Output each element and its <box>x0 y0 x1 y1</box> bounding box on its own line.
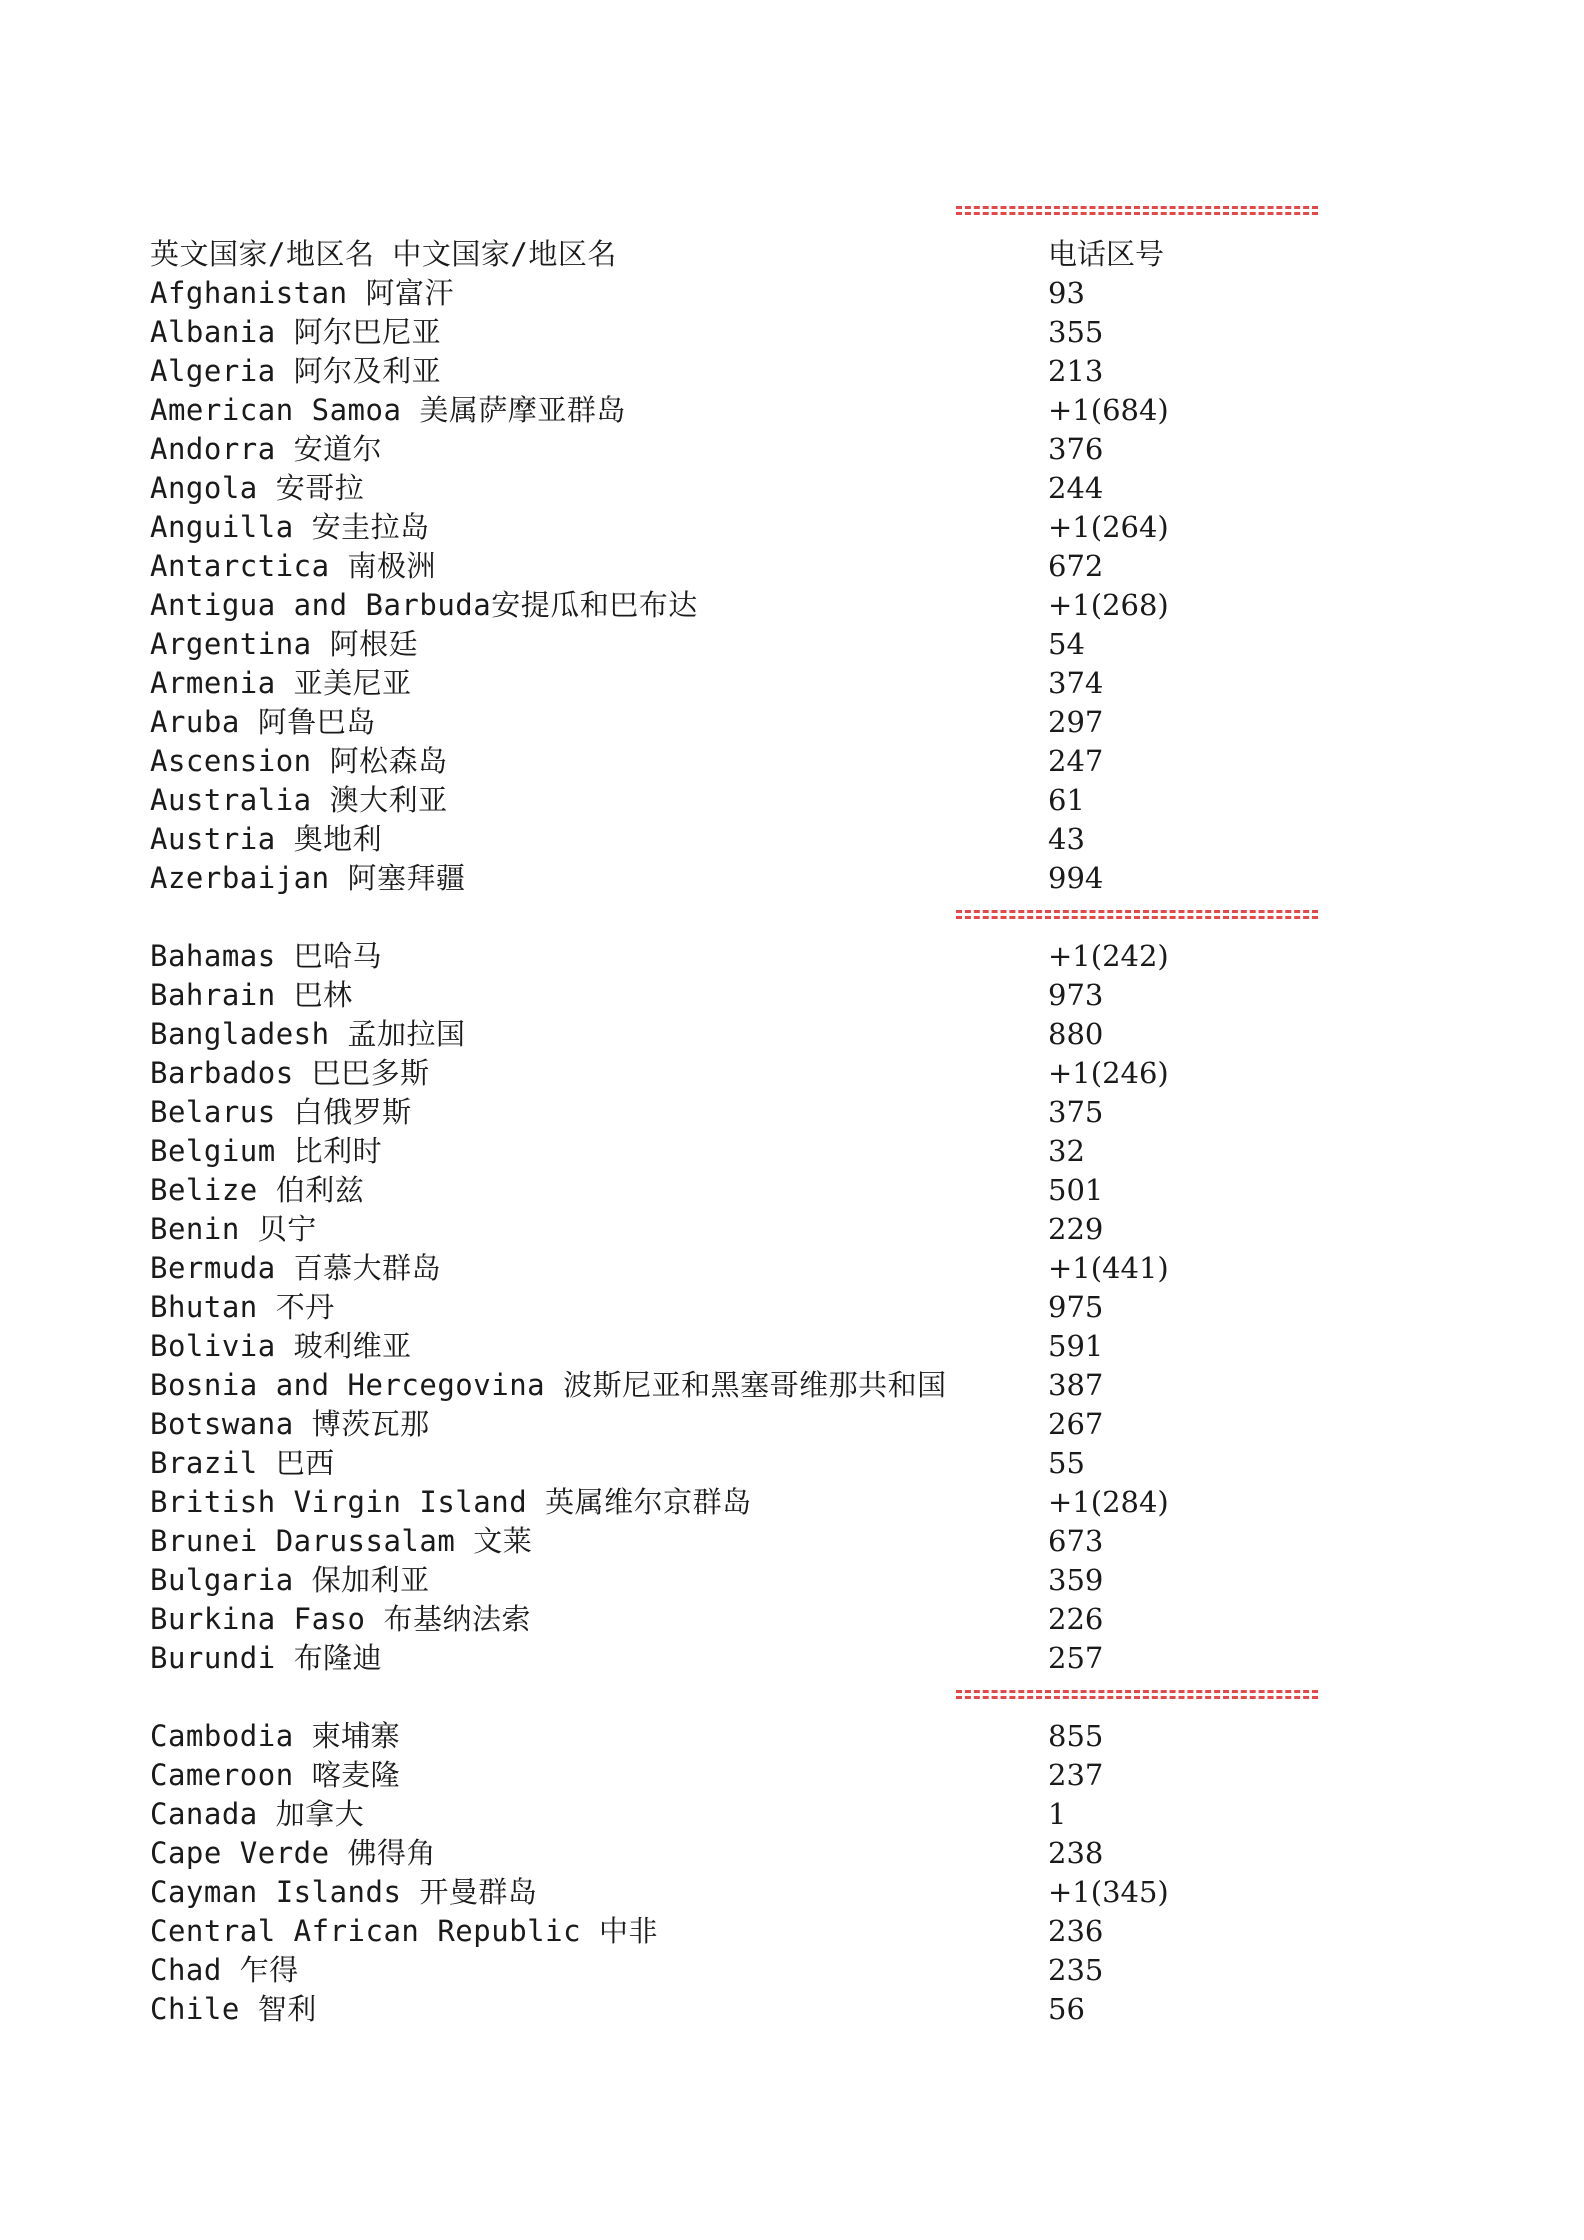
country-name: Bhutan 不丹 <box>150 1290 335 1324</box>
table-row <box>150 1171 1250 1210</box>
table-row <box>150 586 1250 625</box>
country-name: Ascension 阿松森岛 <box>150 744 448 778</box>
dial-code: 257 <box>1048 1641 1104 1675</box>
table-row <box>150 391 1250 430</box>
dial-code: 387 <box>1048 1368 1104 1402</box>
dial-code: 359 <box>1048 1563 1104 1597</box>
dial-code: 376 <box>1048 432 1104 466</box>
country-name: Canada 加拿大 <box>150 1797 365 1831</box>
country-name: Cambodia 柬埔寨 <box>150 1719 401 1753</box>
country-name: Burundi 布隆迪 <box>150 1641 383 1675</box>
dial-code: +1(268) <box>1048 588 1169 622</box>
table-row <box>150 1717 1250 1756</box>
dial-code: 880 <box>1048 1017 1104 1051</box>
dial-code: 238 <box>1048 1836 1104 1870</box>
dial-code: 375 <box>1048 1095 1104 1129</box>
dial-code: 229 <box>1048 1212 1104 1246</box>
table-row <box>150 313 1250 352</box>
country-name: Angola 安哥拉 <box>150 471 365 505</box>
table-row <box>150 1093 1250 1132</box>
table-header <box>150 235 1250 274</box>
table-row <box>150 1522 1250 1561</box>
table-row <box>150 1249 1250 1288</box>
dial-code: 56 <box>1048 1992 1085 2026</box>
country-name: American Samoa 美属萨摩亚群岛 <box>150 393 626 427</box>
table-row <box>150 1990 1250 2029</box>
country-name: Australia 澳大利亚 <box>150 783 448 817</box>
country-name: Albania 阿尔巴尼亚 <box>150 315 442 349</box>
dial-code: 297 <box>1048 705 1104 739</box>
dial-code: 61 <box>1048 783 1085 817</box>
country-name: Anguilla 安圭拉岛 <box>150 510 430 544</box>
table-row <box>150 781 1250 820</box>
country-name: Cayman Islands 开曼群岛 <box>150 1875 538 1909</box>
country-name: Cameroon 喀麦隆 <box>150 1758 401 1792</box>
table-row <box>150 1405 1250 1444</box>
country-name: British Virgin Island 英属维尔京群岛 <box>150 1485 752 1519</box>
country-name: Afghanistan 阿富汗 <box>150 276 455 310</box>
dial-code: +1(684) <box>1048 393 1169 427</box>
table-row <box>150 1366 1250 1405</box>
table-row <box>150 976 1250 1015</box>
dial-code: 855 <box>1048 1719 1104 1753</box>
country-name: Bulgaria 保加利亚 <box>150 1563 430 1597</box>
table-row <box>150 625 1250 664</box>
country-name: Brunei Darussalam 文莱 <box>150 1524 533 1558</box>
dial-code: 975 <box>1048 1290 1104 1324</box>
dial-code: 213 <box>1048 354 1104 388</box>
dial-code: 93 <box>1048 276 1085 310</box>
table-row <box>150 1795 1250 1834</box>
table-row <box>150 1054 1250 1093</box>
dial-code: +1(264) <box>1048 510 1169 544</box>
country-name: Belarus 白俄罗斯 <box>150 1095 412 1129</box>
dial-code: 55 <box>1048 1446 1085 1480</box>
table-row <box>150 1951 1250 1990</box>
table-row <box>150 1912 1250 1951</box>
dial-code: 1 <box>1048 1797 1067 1831</box>
table-row <box>150 1873 1250 1912</box>
dial-code: 54 <box>1048 627 1085 661</box>
country-name: Antigua and Barbuda安提瓜和巴布达 <box>150 588 698 622</box>
dial-code: 43 <box>1048 822 1085 856</box>
country-name: Bahamas 巴哈马 <box>150 939 383 973</box>
dial-code: 244 <box>1048 471 1104 505</box>
dial-code: 267 <box>1048 1407 1104 1441</box>
section-separator <box>956 1690 1318 1699</box>
table-row <box>150 1132 1250 1171</box>
table-row <box>150 859 1250 898</box>
country-name: Benin 贝宁 <box>150 1212 317 1246</box>
dial-code: +1(345) <box>1048 1875 1169 1909</box>
table-row <box>150 547 1250 586</box>
table-row <box>150 1561 1250 1600</box>
dial-code: 673 <box>1048 1524 1104 1558</box>
table-row <box>150 1600 1250 1639</box>
dial-code: 355 <box>1048 315 1104 349</box>
country-name: Belgium 比利时 <box>150 1134 383 1168</box>
country-name: Azerbaijan 阿塞拜疆 <box>150 861 466 895</box>
dial-code: 501 <box>1048 1173 1104 1207</box>
table-row <box>150 430 1250 469</box>
header-code-column: 电话区号 <box>1048 237 1165 271</box>
section-separator <box>956 910 1318 919</box>
country-name: Cape Verde 佛得角 <box>150 1836 437 1870</box>
dial-code: 672 <box>1048 549 1104 583</box>
table-row <box>150 1756 1250 1795</box>
country-name: Austria 奥地利 <box>150 822 383 856</box>
table-row <box>150 664 1250 703</box>
table-row <box>150 1015 1250 1054</box>
dial-code: 973 <box>1048 978 1104 1012</box>
country-name: Brazil 巴西 <box>150 1446 335 1480</box>
dial-code: +1(284) <box>1048 1485 1169 1519</box>
table-row <box>150 1639 1250 1678</box>
country-name: Belize 伯利兹 <box>150 1173 365 1207</box>
dial-code: 994 <box>1048 861 1104 895</box>
dial-code: 374 <box>1048 666 1104 700</box>
dial-code: +1(246) <box>1048 1056 1169 1090</box>
table-row <box>150 1834 1250 1873</box>
table-row <box>150 820 1250 859</box>
country-name: Barbados 巴巴多斯 <box>150 1056 430 1090</box>
table-row <box>150 1444 1250 1483</box>
dial-code: 226 <box>1048 1602 1104 1636</box>
table-row <box>150 1210 1250 1249</box>
table-row <box>150 1483 1250 1522</box>
dial-code: 32 <box>1048 1134 1085 1168</box>
table-row <box>150 742 1250 781</box>
country-name: Bolivia 玻利维亚 <box>150 1329 412 1363</box>
dial-code: 235 <box>1048 1953 1104 1987</box>
table-row <box>150 274 1250 313</box>
country-name: Central African Republic 中非 <box>150 1914 658 1948</box>
country-name: Andorra 安道尔 <box>150 432 383 466</box>
table-row <box>150 508 1250 547</box>
table-row <box>150 469 1250 508</box>
dial-code: 236 <box>1048 1914 1104 1948</box>
dial-code: +1(441) <box>1048 1251 1169 1285</box>
country-name: Argentina 阿根廷 <box>150 627 419 661</box>
country-name: Chad 乍得 <box>150 1953 299 1987</box>
country-name: Bahrain 巴林 <box>150 978 353 1012</box>
header-name-column: 英文国家/地区名 中文国家/地区名 <box>150 237 617 271</box>
country-name: Algeria 阿尔及利亚 <box>150 354 442 388</box>
dial-code: 247 <box>1048 744 1104 778</box>
country-name: Bosnia and Hercegovina 波斯尼亚和黑塞哥维那共和国 <box>150 1368 947 1402</box>
table-row <box>150 1288 1250 1327</box>
table-row <box>150 352 1250 391</box>
dial-code: 237 <box>1048 1758 1104 1792</box>
country-name: Botswana 博茨瓦那 <box>150 1407 430 1441</box>
country-name: Bangladesh 孟加拉国 <box>150 1017 466 1051</box>
country-name: Armenia 亚美尼亚 <box>150 666 412 700</box>
country-name: Antarctica 南极洲 <box>150 549 437 583</box>
dial-code: 591 <box>1048 1329 1104 1363</box>
country-name: Bermuda 百慕大群岛 <box>150 1251 442 1285</box>
dial-code: +1(242) <box>1048 939 1169 973</box>
table-row <box>150 937 1250 976</box>
section-separator-header <box>956 206 1318 215</box>
country-name: Burkina Faso 布基纳法索 <box>150 1602 531 1636</box>
table-row <box>150 703 1250 742</box>
table-row <box>150 1327 1250 1366</box>
country-name: Chile 智利 <box>150 1992 317 2026</box>
country-name: Aruba 阿鲁巴岛 <box>150 705 376 739</box>
